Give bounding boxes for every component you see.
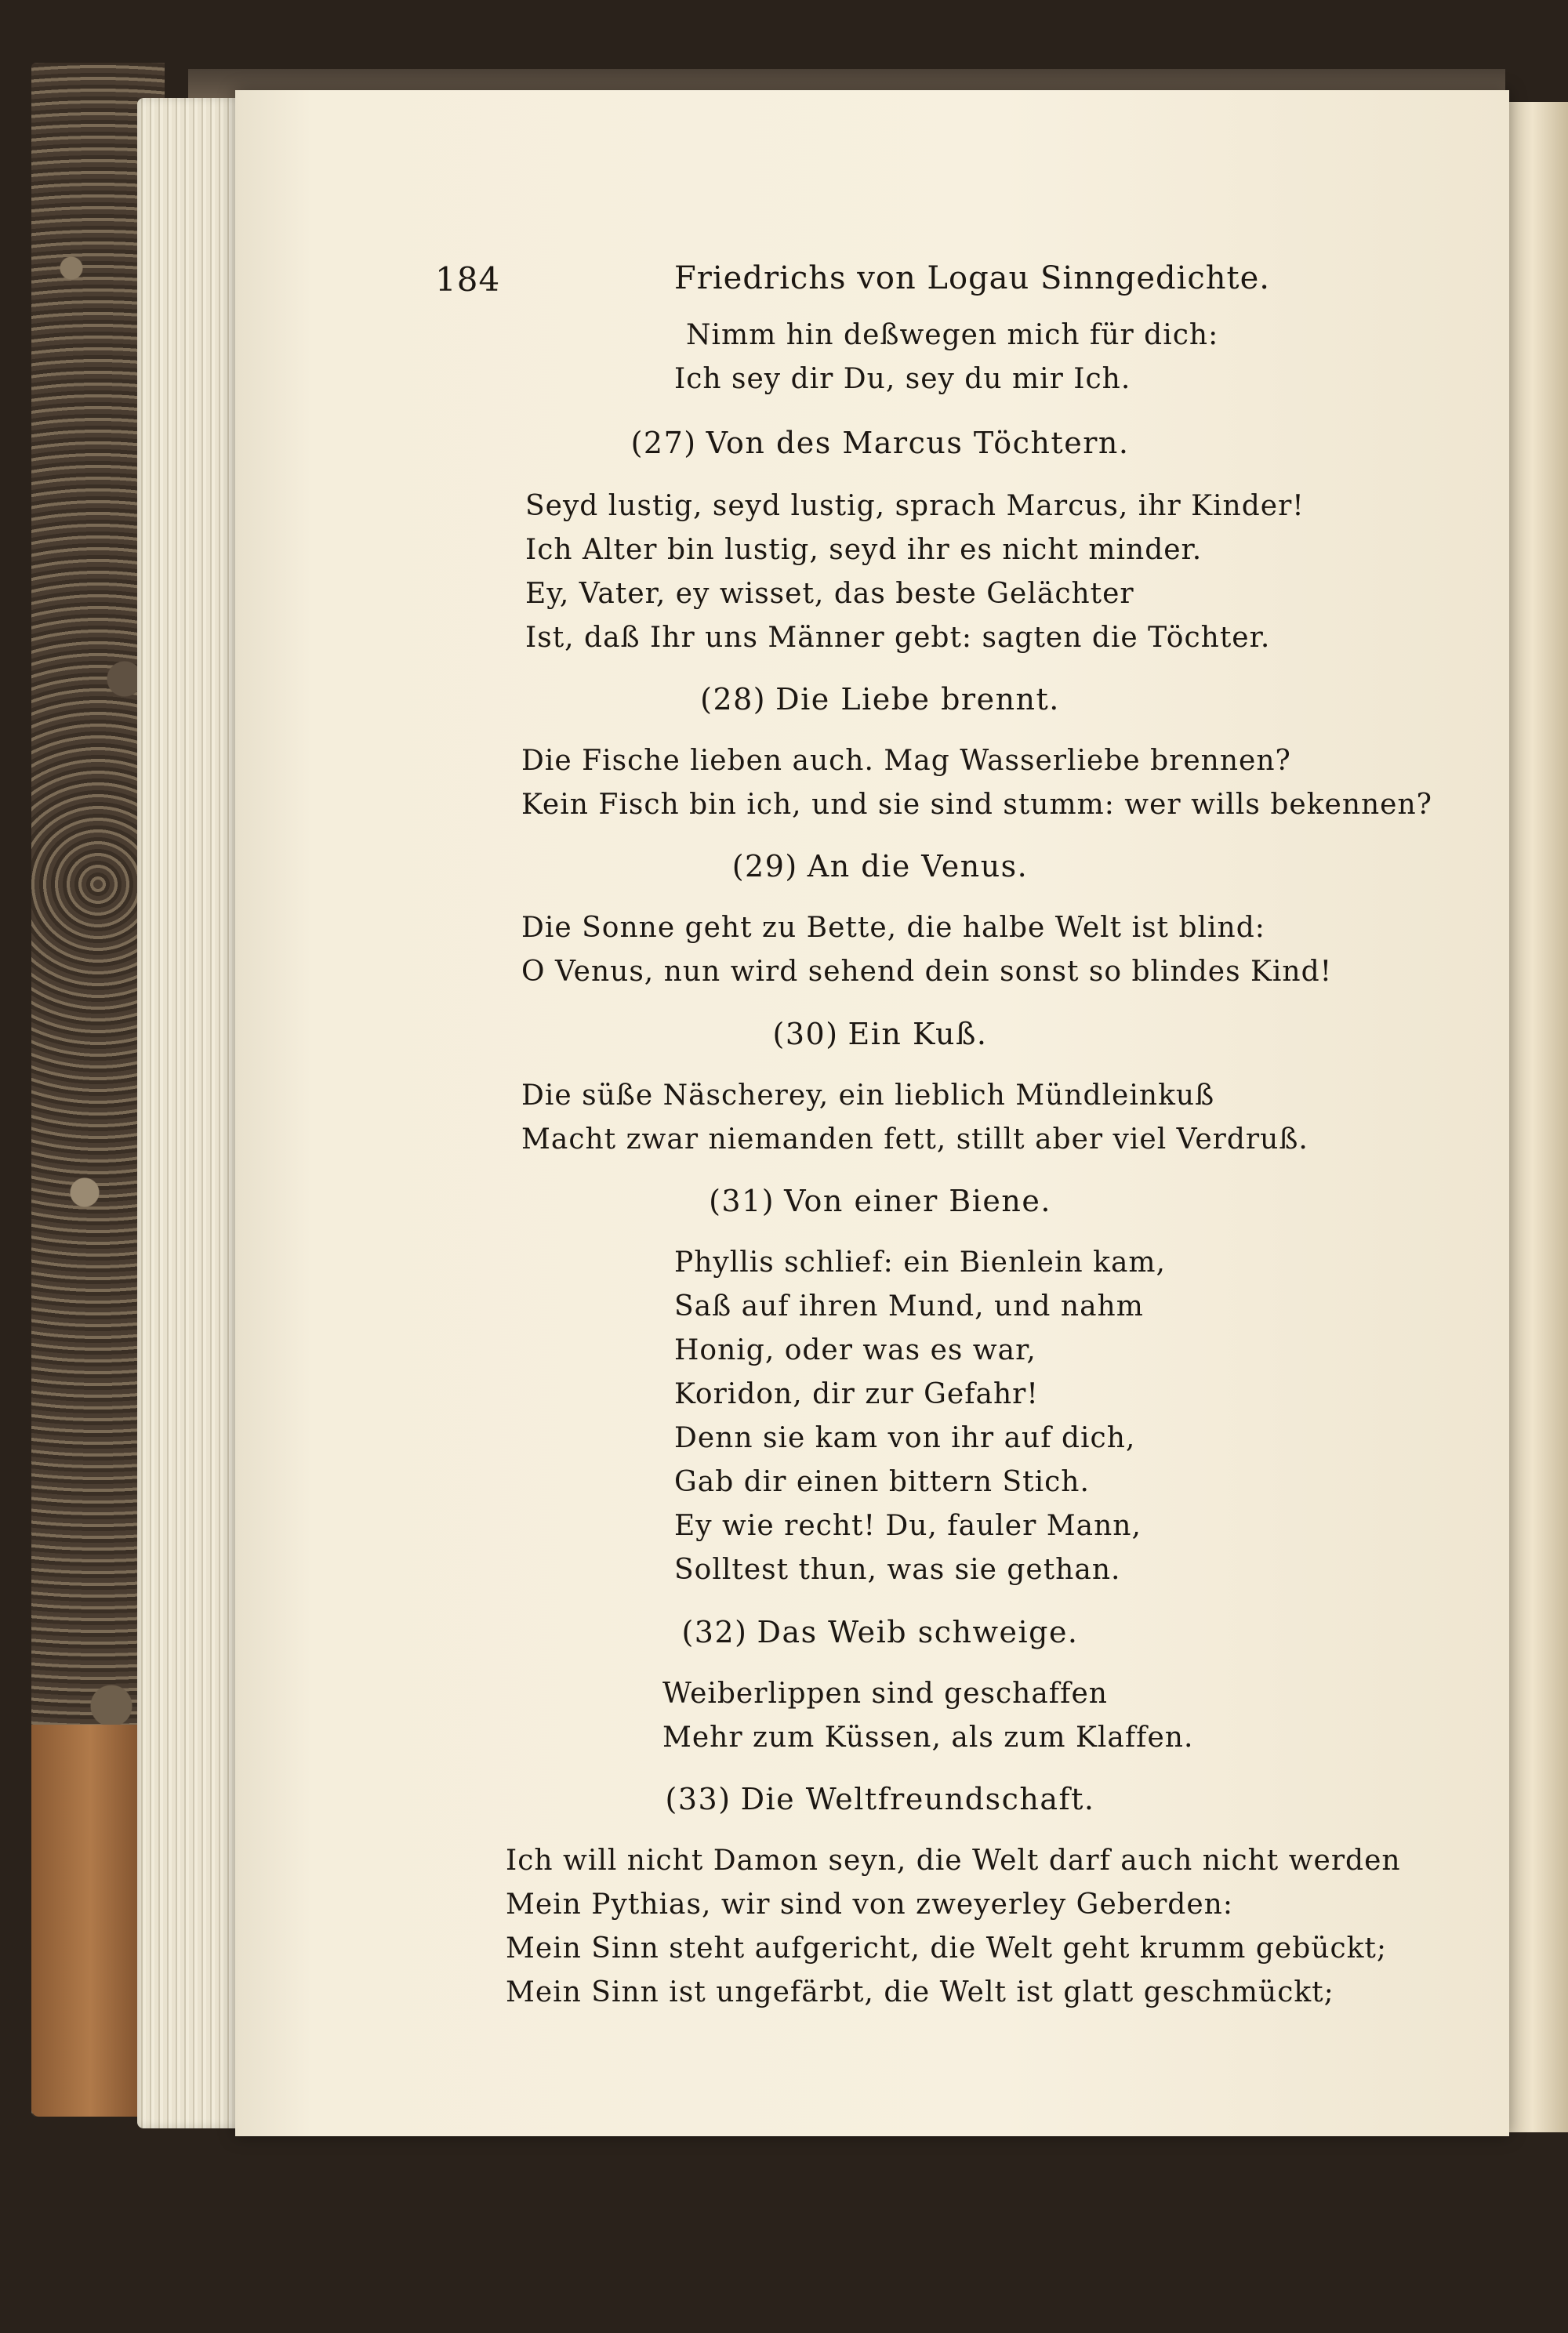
poem-number: (31)	[709, 1184, 775, 1218]
verse-line: Phyllis schlief: ein Bienlein kam,	[674, 1246, 1166, 1279]
poem-number: (27)	[630, 426, 697, 460]
verse-line: Ey, Vater, ey wisset, das beste Gelächter	[525, 578, 1134, 610]
poem-number: (32)	[681, 1615, 748, 1649]
verse-line: O Venus, nun wird sehend dein sonst so blindes Kind!	[521, 956, 1333, 988]
verse-line: Honig, oder was es war,	[674, 1334, 1036, 1366]
page-edges	[137, 98, 247, 2128]
verse-line: Denn sie kam von ihr auf dich,	[674, 1422, 1136, 1454]
verse-line: Solltest thun, was sie gethan.	[674, 1554, 1121, 1586]
leather-spine-corner	[31, 1725, 149, 2117]
opening-line: Nimm hin deßwegen mich für dich:	[686, 319, 1219, 351]
poem-heading	[235, 1184, 1517, 1218]
poem-heading	[235, 426, 1517, 460]
poem-number: (33)	[665, 1782, 731, 1816]
poem-title: An die Venus.	[807, 849, 1029, 883]
poem-title: Die Liebe brennt.	[775, 682, 1060, 717]
poem-title: Das Weib schweige.	[757, 1615, 1079, 1649]
verse-line: Weiberlippen sind geschaffen	[662, 1678, 1108, 1710]
verse-line: Ist, daß Ihr uns Männer gebt: sagten die Töchter.	[525, 622, 1271, 654]
poem-heading	[235, 849, 1517, 883]
poem-title: Die Weltfreundschaft.	[740, 1782, 1095, 1816]
verse-line: Macht zwar niemanden fett, stillt aber viel Verdruß.	[521, 1123, 1308, 1156]
poem-title: Von des Marcus Töchtern.	[706, 426, 1130, 460]
verse-line: Saß auf ihren Mund, und nahm	[674, 1290, 1144, 1323]
verse-line: Mehr zum Küssen, als zum Klaffen.	[662, 1722, 1194, 1754]
poem-title: Von einer Biene.	[784, 1184, 1051, 1218]
poem-number: (30)	[772, 1017, 839, 1051]
verse-line: Seyd lustig, seyd lustig, sprach Marcus, ihr Kinder!	[525, 490, 1305, 522]
page-text	[235, 90, 1509, 2136]
poem-title: Ein Kuß.	[848, 1017, 988, 1051]
verse-line: Die Sonne geht zu Bette, die halbe Welt ist blind:	[521, 912, 1265, 944]
poem-heading	[235, 1017, 1517, 1051]
verse-line: Ich Alter bin lustig, seyd ihr es nicht minder.	[525, 534, 1203, 566]
verse-line: Mein Sinn ist ungefärbt, die Welt ist glatt geschmückt;	[506, 1976, 1334, 2008]
page-number: 184	[435, 260, 501, 299]
verse-line: Kein Fisch bin ich, und sie sind stumm: wer wills bekennen?	[521, 789, 1432, 821]
verse-line: Gab dir einen bittern Stich.	[674, 1466, 1090, 1498]
opening-line: Ich sey dir Du, sey du mir Ich.	[674, 363, 1131, 395]
poem-number: (28)	[700, 682, 767, 717]
poem-heading	[235, 682, 1517, 717]
verse-line: Die süße Näscherey, ein lieblich Mündleinkuß	[521, 1079, 1215, 1112]
book-page	[235, 90, 1509, 2136]
verse-line: Mein Sinn steht aufgericht, die Welt geht krumm gebückt;	[506, 1932, 1388, 1965]
verse-line: Die Fische lieben auch. Mag Wasserliebe brennen?	[521, 745, 1291, 777]
running-title: Friedrichs von Logau Sinngedichte.	[674, 260, 1271, 296]
verse-line: Koridon, dir zur Gefahr!	[674, 1378, 1039, 1410]
verse-line: Mein Pythias, wir sind von zweyerley Geberden:	[506, 1889, 1233, 1921]
poem-number: (29)	[731, 849, 798, 883]
poem-heading	[235, 1615, 1517, 1649]
running-head	[235, 251, 1509, 306]
poem-heading	[235, 1782, 1517, 1816]
verse-line: Ey wie recht! Du, fauler Mann,	[674, 1510, 1142, 1542]
verse-line: Ich will nicht Damon seyn, die Welt darf auch nicht werden	[506, 1845, 1401, 1877]
next-page-edge	[1509, 102, 1568, 2132]
